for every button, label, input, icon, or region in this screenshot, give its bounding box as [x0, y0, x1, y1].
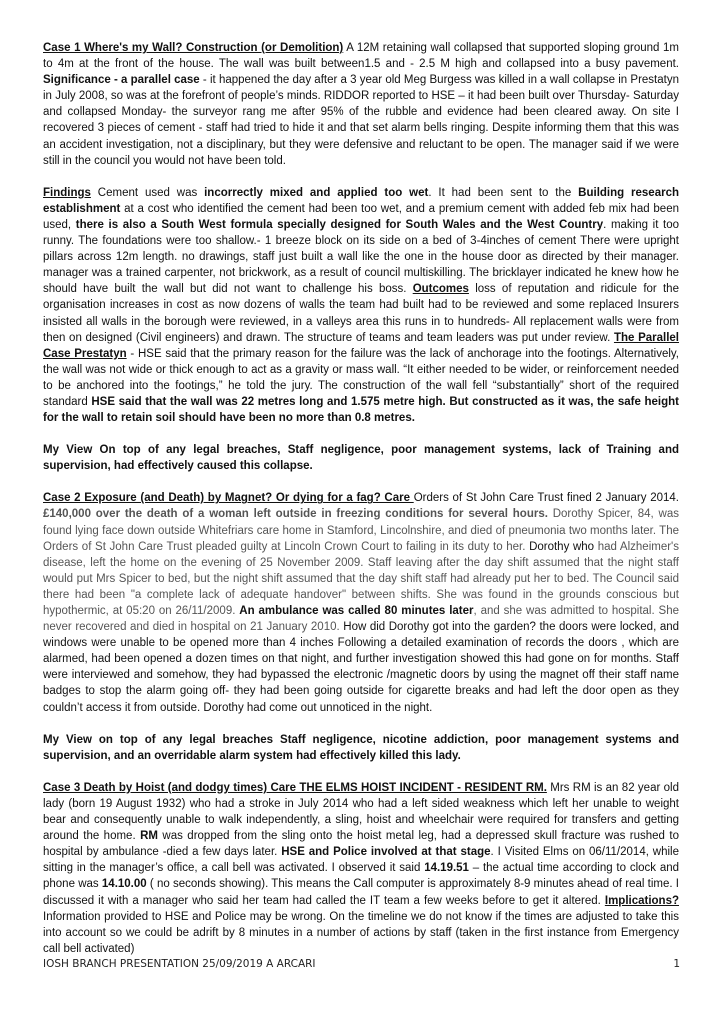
findings-paragraph — [43, 185, 679, 426]
case2-bold-2: An ambulance was called 80 minutes later — [239, 605, 474, 617]
findings-text-1: Cement used was — [90, 186, 205, 199]
outcomes-label: Outcomes — [412, 283, 469, 296]
findings-bold-2: Building research establishment — [43, 186, 679, 215]
case1-text-1: A 12M retaining wall collapsed that supported sloping ground 1m to 4m at the front of the house. The wall was built between1.5 and - 2.5 M high and collapsed into a busy pavement. — [43, 42, 679, 71]
implications-label: Implications? — [604, 894, 679, 907]
parallel-case-label: The Parallel Case Prestatyn — [43, 331, 679, 360]
case3-bold-4: 14.10.00 — [101, 878, 147, 891]
my-view-1: My View On top of any legal breaches, Staff negligence, poor management systems, lack of Training and supervision, had effectively caused this collapse. — [43, 444, 679, 473]
findings-label: Findings — [43, 186, 91, 199]
case3-bold-2: HSE and Police involved at that stage — [281, 846, 491, 859]
case3-bold-1: RM — [140, 830, 158, 843]
case3-text-3: . I Visited Elms on 06/11/2014, while sitting in the manager’s office, a call bell was activated. I observed it said — [43, 846, 679, 875]
findings-text-6: - HSE said that the primary reason for the failure was the lack of anchorage into the footings. Alternatively, the wall was not wide or thick enough to act as a gravity or mass wall. “It either needed to be wider, or reinforcement needed to be anchored into the footings,” he told the jury. The construction of the wall fell “substantially” short of the required standard — [43, 347, 679, 408]
case1-paragraph — [43, 40, 679, 169]
footer-text: IOSH BRANCH PRESENTATION 25/09/2019 A ARCARI — [43, 958, 316, 970]
case3-text-6: Information provided to HSE and Police may be wrong. On the timeline we do not know if the times are adjusted to take this into account so we could be adrift by 8 minutes in a number of actions by staff (taken in the first instance from Emergency call bell activated) — [43, 910, 679, 955]
case1-heading: Case 1 Where's my Wall? Construction (or Demolition) — [43, 42, 344, 54]
case2-heading: Case 2 Exposure (and Death) by Magnet? Or dying for a fag? Care — [43, 492, 414, 505]
findings-bold-3: there is also a South West formula specially designed for South Wales and the West Country — [75, 218, 604, 231]
case2-grey-1: Dorothy Spicer, 84, was found lying face down outside Whitefriars care home in Stamford, Lincolnshire, and died of pneumonia two months later. The Orders of St John Care Trust pleaded guilty at Lincoln Crown Court to failing in its duty to her. — [43, 508, 679, 553]
case2-text-k1: Dorothy who — [529, 540, 595, 553]
document-body — [43, 40, 679, 957]
case2-grey-3: Staff leaving after the day shift assumed that the night staff would put Mrs Spicer to bed, but the night shift assumed that the day shift staff had already put her to bed. The Council said there had been "a complete lack of adequate handover" between shifts. She was found in the grounds conscious but hypothermic, at 05:20 on 26/11/2009. — [43, 556, 679, 617]
case1-significance-label: Significance - a parallel case — [43, 74, 200, 87]
case2-text-1b: . — [675, 492, 679, 505]
findings-bold-1: incorrectly mixed and applied too wet — [204, 186, 429, 199]
case1-text-2: - it happened the day after a 3 year old Meg Burgess was killed in a wall collapse in Prestatyn in July 2008, so was at the forefront of people’s minds. RIDDOR reported to HSE – it had been built over Thursday- Saturday and collapsed Monday- the surveyor rang me after 95% of the rubble and evidence had been cleared away. On site I recovered 3 pieces of cement - staff had tried to hide it and that set alarm bells ringing. Despite informing them that this was an accident investigation, not a disciplinary, but they were defensive and reluctant to be open. The manager said if we were still in the council you would not have been told. — [43, 74, 679, 167]
case3-text-5: ( no seconds showing). This means the Call computer is approximately 8-9 minutes ahead of real time. I discussed it with a manager who said her team had called the IT team a few weeks before to get it altered. — [43, 878, 679, 907]
case3-text-4: – the actual time according to clock and phone was — [43, 862, 680, 891]
findings-text-3: at a cost who identified the cement had been too wet, and a premium cement with added feb mix had been used, — [43, 202, 679, 231]
page-number: 1 — [673, 958, 680, 970]
page-footer — [43, 958, 680, 970]
case3-text-2: was dropped from the sling onto the hoist metal leg, had a depressed skull fracture was rushed to hospital by ambulance -died a few days later. — [43, 830, 679, 859]
findings-text-2: . It had been sent to the — [428, 186, 579, 199]
case3-heading: Case 3 Death by Hoist (and dodgy times) Care THE ELMS HOIST INCIDENT - RESIDENT RM. — [43, 781, 547, 794]
case3-bold-3: 14.19.51 — [424, 862, 469, 875]
findings-text-4: . making it too runny. The foundations were too shallow.- 1 breeze block on its side on a bed of 3-4inches of cement There were upright pillars across 12m length. no drawings, staff just built a wall like the one in the house door as directed by their manager. manager was a trained carpenter, not brickwork, as a result of council multiskilling. The bricklayer indicated he knew how he should have built the wall but did not want to challenge his boss. — [43, 218, 680, 296]
case2-grey-2: had Alzheimer's disease, left the home on the evening of 25 November 2009. — [43, 540, 679, 569]
findings-text-5: loss of reputation and ridicule for the organisation increases in cost as now dozens of walls the team had built had to be reviewed and some replaced Insurers insisted all walls in the borough were reviewed, in a valleys area this runs in to hundreds- All replacement walls were from then on designed (Civil engineers) and drawn. The structure of teams and team leaders was put under review. — [43, 283, 679, 344]
case2-paragraph — [43, 490, 679, 715]
findings-bold-4: HSE said that the wall was 22 metres long and 1.575 metre high. But constructed as it was, the safe height for the wall to retain soil should have been no more than 0.8 metres. — [43, 395, 679, 425]
case2-text-1: Orders of St John Care Trust fined 2 January 2014 — [413, 492, 676, 505]
case2-grey-4: , and she was admitted to hospital. She never recovered and died in hospital on 21 January 2010. — [43, 605, 680, 634]
case3-text-1: Mrs RM is an 82 year old lady (born 19 August 1932) who had a stroke in July 2014 who had a left sided weakness which left her unable to weight bear and consequently unable to walk independently, a sling, hoist and wheelchair were required for transfers and getting around the home. — [43, 781, 679, 843]
case3-paragraph — [43, 780, 679, 957]
case2-text-k2: How did Dorothy got into the garden? the doors were locked, and windows were unable to be opened more than 4 inches Following a detailed examination of records the doors , which are alarmed, had been opened a dozen times on that night, and further investigation showed this had gone on for months. Staff were interviewed and somehow, they had bypassed the electronic /magnetic doors by using the magnet off their staff name badges to stop the alarm going off- they had been going outside for cigarette breaks and had left the door open as they couldn’t access it from outside. Dorothy had come out unnoticed in the night. — [43, 621, 680, 714]
my-view-2: My View on top of any legal breaches Staff negligence, nicotine addiction, poor management systems and supervision, and an overridable alarm system had effectively killed this lady. — [43, 733, 679, 762]
case2-bold-1: £140,000 over the death of a woman left outside in freezing conditions for several hours. — [43, 508, 548, 521]
